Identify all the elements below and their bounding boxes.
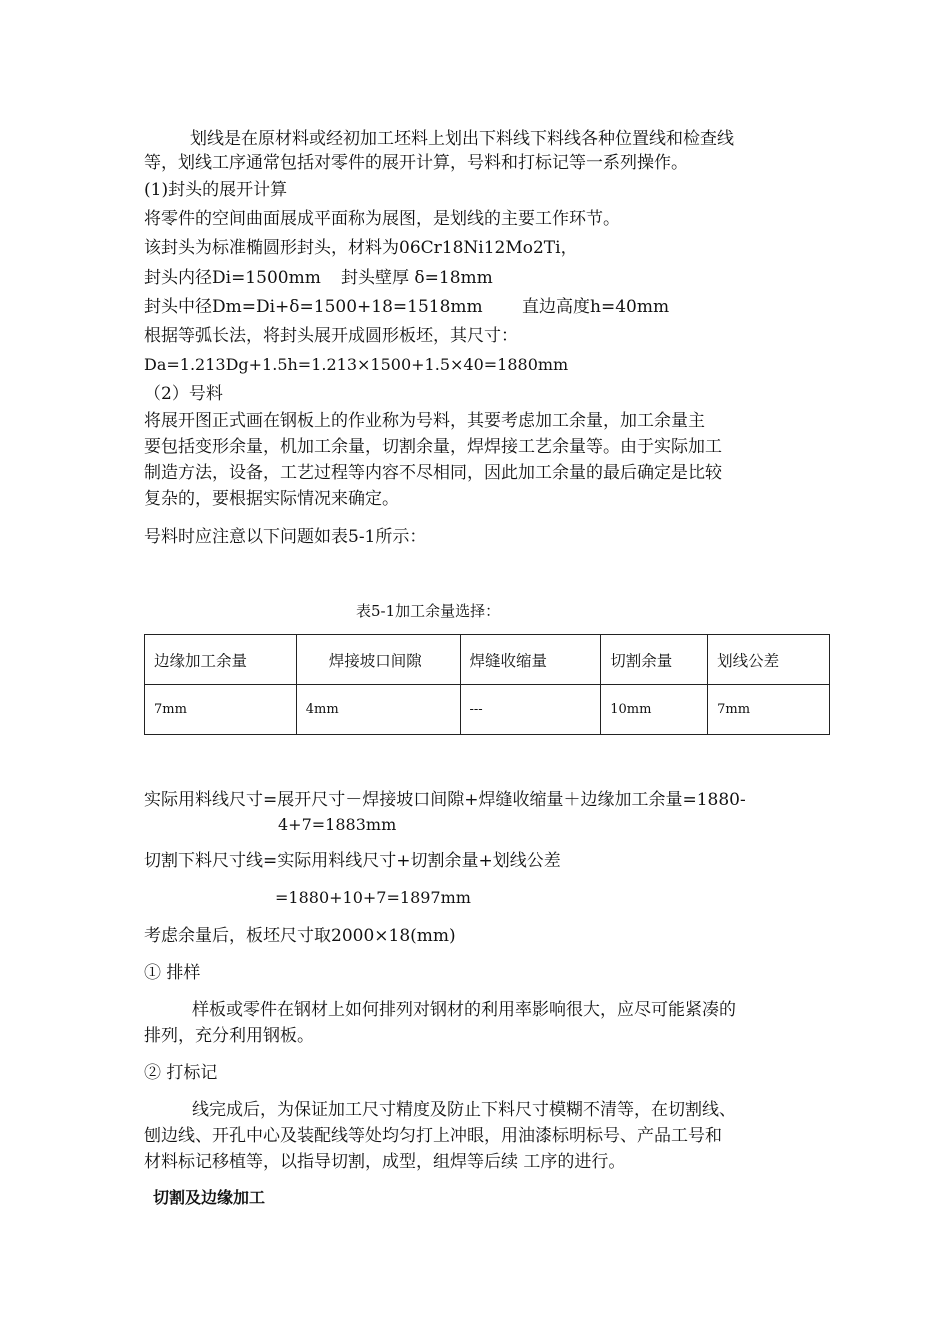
calc-line-1b: 4+7=1883mm [278,815,397,834]
wall-thickness-text: 封头壁厚 δ=18mm [341,268,493,288]
table-header-cell: 切割余量 [601,635,708,685]
intro-line-2: 等，划线工序通常包括对零件的展开计算，号料和打标记等一系列操作。 [144,153,688,173]
table-cell: --- [460,685,601,735]
table-header-cell: 焊缝收缩量 [460,635,601,685]
allowance-table [144,634,830,735]
section-2-paragraph-line-2: 要包括变形余量，机加工余量，切割余量，焊焊接工艺余量等。由于实际加工 [144,437,722,457]
section-1-paragraph-3: 根据等弧长法，将封头展开成圆形板坯，其尺寸： [144,326,518,346]
table-header-cell: 划线公差 [708,635,830,685]
section-1-paragraph-2: 该封头为标准椭圆形封头，材料为06Cr18Ni12Mo2Ti， [144,238,578,258]
inner-diameter-text: 封头内径Di=1500mm [144,268,321,288]
table-caption: 表5-1加工余量选择： [356,602,501,620]
table-cell: 4mm [296,685,460,735]
layout-paragraph-line-2: 排列，充分利用钢板。 [144,1026,314,1046]
section-1-heading: (1)封头的展开计算 [144,180,288,200]
intro-line-1: 划线是在原材料或经初加工坯料上划出下料线下料线各种位置线和检查线 [190,129,734,149]
section-2-paragraph-2: 号料时应注意以下问题如表5-1所示： [144,527,427,547]
section-2-paragraph-line-1: 将展开图正式画在钢板上的作业称为号料，其要考虑加工余量，加工余量主 [144,411,705,431]
section-2-paragraph-line-3: 制造方法，设备，工艺过程等内容不尽相同，因此加工余量的最后确定是比较 [144,463,722,483]
cutting-section-heading: 切割及边缘加工 [153,1188,266,1207]
calc-line-3: 考虑余量后，板坯尺寸取2000×18(mm) [144,926,456,946]
table-header-row [145,635,830,685]
table-cell: 10mm [601,685,708,735]
blank-size-formula: Da=1.213Dg+1.5h=1.213×1500+1.5×40=1880mm [144,355,569,374]
table-header-cell: 焊接坡口间隙 [296,635,460,685]
section-2-paragraph-line-4: 复杂的，要根据实际情况来确定。 [144,489,399,509]
marking-heading: ② 打标记 [144,1063,218,1083]
table-header-cell: 边缘加工余量 [145,635,297,685]
marking-paragraph-line-2: 刨边线、开孔中心及装配线等处均匀打上冲眼，用油漆标明标号、产品工号和 [144,1126,722,1146]
calc-line-2b: =1880+10+7=1897mm [275,888,471,907]
table-cell: 7mm [145,685,297,735]
table-cell: 7mm [708,685,830,735]
table-row [145,685,830,735]
straight-height-text: 直边高度h=40mm [522,297,670,317]
mid-diameter-text: 封头中径Dm=Di+δ=1500+18=1518mm [144,297,483,317]
section-1-paragraph-1: 将零件的空间曲面展成平面称为展图，是划线的主要工作环节。 [144,209,620,229]
section-2-heading: （2）号料 [144,384,223,404]
marking-paragraph-line-1: 线完成后，为保证加工尺寸精度及防止下料尺寸模糊不清等，在切割线、 [192,1100,736,1120]
layout-paragraph-line-1: 样板或零件在钢材上如何排列对钢材的利用率影响很大，应尽可能紧凑的 [192,1000,736,1020]
calc-line-1a: 实际用料线尺寸=展开尺寸－焊接坡口间隙+焊缝收缩量＋边缘加工余量=1880- [144,790,746,810]
marking-paragraph-line-3: 材料标记移植等，以指导切割，成型，组焊等后续 工序的进行。 [144,1152,626,1172]
calc-line-2a: 切割下料尺寸线=实际用料线尺寸+切割余量+划线公差 [144,851,561,871]
layout-heading: ① 排样 [144,963,201,983]
